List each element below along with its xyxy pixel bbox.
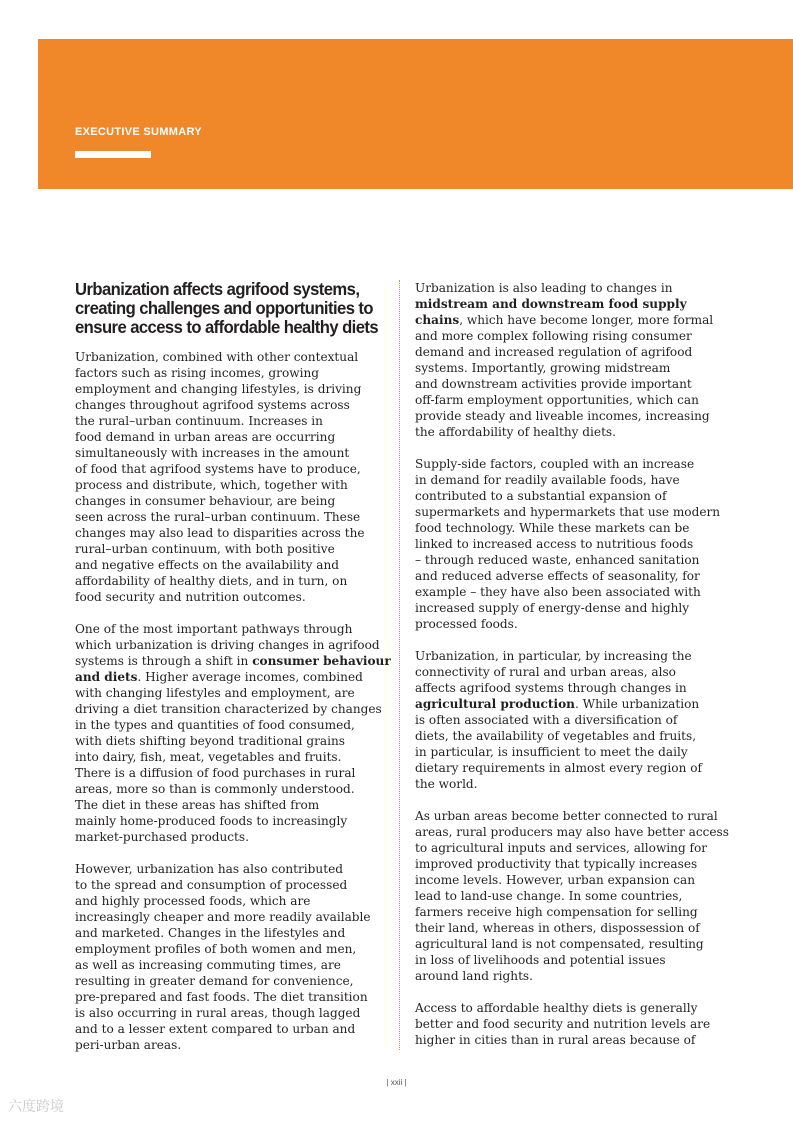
bold-term: and diets [75, 670, 138, 684]
text-line: increased supply of energy-dense and highly [415, 601, 690, 615]
right-column [415, 280, 729, 1064]
text-line: the world. [415, 777, 478, 791]
text-line: affects agrifood systems through changes in [415, 681, 687, 695]
text-run: . While urbanization [574, 697, 700, 711]
text-line [75, 653, 391, 669]
text-line: As urban areas become better connected to rural [415, 809, 718, 823]
text-line: the affordability of healthy diets. [415, 425, 616, 439]
paragraph [75, 861, 385, 1053]
text-line: and negative effects on the availability and [75, 558, 340, 572]
text-line: – through reduced waste, enhanced sanitation [415, 553, 700, 567]
text-line: pre-prepared and fast foods. The diet transition [75, 990, 368, 1004]
text-line: resulting in greater demand for convenience, [75, 974, 354, 988]
text-line: changes in consumer behaviour, are being [75, 494, 336, 508]
text-line: rural–urban continuum, with both positive [75, 542, 335, 556]
text-line: connectivity of rural and urban areas, also [415, 665, 676, 679]
column-divider [399, 280, 400, 1050]
bold-term: agricultural production [415, 697, 575, 711]
text-line: example – they have also been associated with [415, 585, 701, 599]
text-line: in demand for readily available foods, have [415, 473, 680, 487]
text-line: supermarkets and hypermarkets that use modern [415, 505, 721, 519]
section-heading [75, 280, 378, 337]
text-line: food demand in urban areas are occurring [75, 430, 336, 444]
paragraph [415, 648, 725, 792]
section-label: EXECUTIVE SUMMARY [75, 126, 202, 138]
text-line: off-farm employment opportunities, which can [415, 393, 699, 407]
text-line: mainly home-produced foods to increasingly [75, 814, 348, 828]
text-line: and downstream activities provide important [415, 377, 692, 391]
text-line: employment profiles of both women and men, [75, 942, 357, 956]
text-line: is often associated with a diversification of [415, 713, 678, 727]
bold-term: midstream and downstream food supply [415, 297, 687, 311]
text-line: is also occurring in rural areas, though lagged [75, 1006, 361, 1020]
bold-term: chains [415, 313, 460, 327]
text-line: employment and changing lifestyles, is driving [75, 382, 362, 396]
text-line: and highly processed foods, which are [75, 894, 311, 908]
text-line: process and distribute, which, together with [75, 478, 348, 492]
text-line: market-purchased products. [75, 830, 249, 844]
text-line: Access to affordable healthy diets is generally [415, 1001, 698, 1015]
text-line: The diet in these areas has shifted from [75, 798, 320, 812]
text-line: One of the most important pathways through [75, 622, 353, 636]
text-line: into dairy, fish, meat, vegetables and fruits. [75, 750, 342, 764]
text-line: in the types and quantities of food consumed, [75, 718, 355, 732]
text-line: diets, the availability of vegetables and fruits, [415, 729, 697, 743]
text-line: income levels. However, urban expansion can [415, 873, 696, 887]
text-line: Urbanization, in particular, by increasing the [415, 649, 692, 663]
paragraph [415, 1000, 725, 1048]
text-line: higher in cities than in rural areas because of [415, 1033, 696, 1047]
text-line: contributed to a substantial expansion of [415, 489, 667, 503]
paragraph [75, 349, 385, 605]
text-line: changes throughout agrifood systems across [75, 398, 350, 412]
text-line: which urbanization is driving changes in agrifood [75, 638, 380, 652]
text-run: systems is through a shift in [75, 654, 253, 668]
text-line: driving a diet transition characterized by changes [75, 702, 382, 716]
text-line: changes may also lead to disparities across the [75, 526, 365, 540]
text-line: farmers receive high compensation for selling [415, 905, 698, 919]
text-line: demand and increased regulation of agrifood [415, 345, 693, 359]
text-line: agricultural land is not compensated, resulting [415, 937, 704, 951]
text-line: in particular, is insufficient to meet the daily [415, 745, 688, 759]
text-line: as well as increasing commuting times, are [75, 958, 341, 972]
text-line: seen across the rural–urban continuum. These [75, 510, 361, 524]
heading-line: creating challenges and opportunities to [75, 298, 374, 318]
text-line: areas, rural producers may also have better access [415, 825, 729, 839]
paragraph [415, 808, 729, 984]
text-line: dietary requirements in almost every region of [415, 761, 702, 775]
text-line: better and food security and nutrition levels are [415, 1017, 711, 1031]
text-line: lead to land-use change. In some countries, [415, 889, 683, 903]
text-line: in loss of livelihoods and potential issues [415, 953, 666, 967]
text-line: their land, whereas in others, dispossession of [415, 921, 700, 935]
text-line: peri-urban areas. [75, 1038, 182, 1052]
section-banner [38, 39, 793, 189]
text-line: and to a lesser extent compared to urban and [75, 1022, 356, 1036]
text-line: areas, more so than is commonly understood. [75, 782, 355, 796]
text-line: provide steady and liveable incomes, increasing [415, 409, 710, 423]
text-line: to agricultural inputs and services, allowing for [415, 841, 708, 855]
text-line: of food that agrifood systems have to produce, [75, 462, 361, 476]
text-line: affordability of healthy diets, and in turn, on [75, 574, 348, 588]
text-line [415, 296, 725, 312]
paragraph [75, 621, 391, 845]
text-line: and marketed. Changes in the lifestyles and [75, 926, 346, 940]
text-line: systems. Importantly, growing midstream [415, 361, 671, 375]
text-line: food security and nutrition outcomes. [75, 590, 306, 604]
page-number: | xxii | [386, 1078, 407, 1087]
text-line [415, 696, 725, 712]
left-column [75, 279, 391, 1069]
text-line: the rural–urban continuum. Increases in [75, 414, 323, 428]
text-line: and reduced adverse effects of seasonality, for [415, 569, 700, 583]
text-line: processed foods. [415, 617, 518, 631]
text-line: increasingly cheaper and more readily available [75, 910, 371, 924]
paragraph [415, 456, 725, 632]
text-line: food technology. While these markets can be [415, 521, 690, 535]
text-line: However, urbanization has also contributed [75, 862, 343, 876]
paragraph [415, 280, 725, 440]
watermark: 六度跨境 [8, 1099, 64, 1115]
text-line: with diets shifting beyond traditional grains [75, 734, 345, 748]
text-line: Urbanization is also leading to changes in [415, 281, 673, 295]
text-line: There is a diffusion of food purchases in rural [75, 766, 356, 780]
heading-line: Urbanization affects agrifood systems, [75, 279, 360, 299]
section-underline-bar [75, 151, 151, 158]
text-line: with changing lifestyles and employment, are [75, 686, 355, 700]
text-line [415, 312, 725, 328]
text-line: factors such as rising incomes, growing [75, 366, 319, 380]
text-run: . Higher average incomes, combined [137, 670, 363, 684]
text-line: Urbanization, combined with other contextual [75, 350, 359, 364]
text-line: Supply-side factors, coupled with an increase [415, 457, 695, 471]
bold-term: consumer behaviour [252, 654, 391, 668]
text-line [75, 669, 385, 685]
text-run: , which have become longer, more formal [459, 313, 714, 327]
text-line: simultaneously with increases in the amount [75, 446, 350, 460]
text-line: and more complex following rising consumer [415, 329, 692, 343]
heading-line: ensure access to affordable healthy diets [75, 317, 379, 337]
text-line: linked to increased access to nutritious foods [415, 537, 694, 551]
text-line: to the spread and consumption of processed [75, 878, 348, 892]
text-line: around land rights. [415, 969, 533, 983]
text-line: improved productivity that typically increases [415, 857, 698, 871]
